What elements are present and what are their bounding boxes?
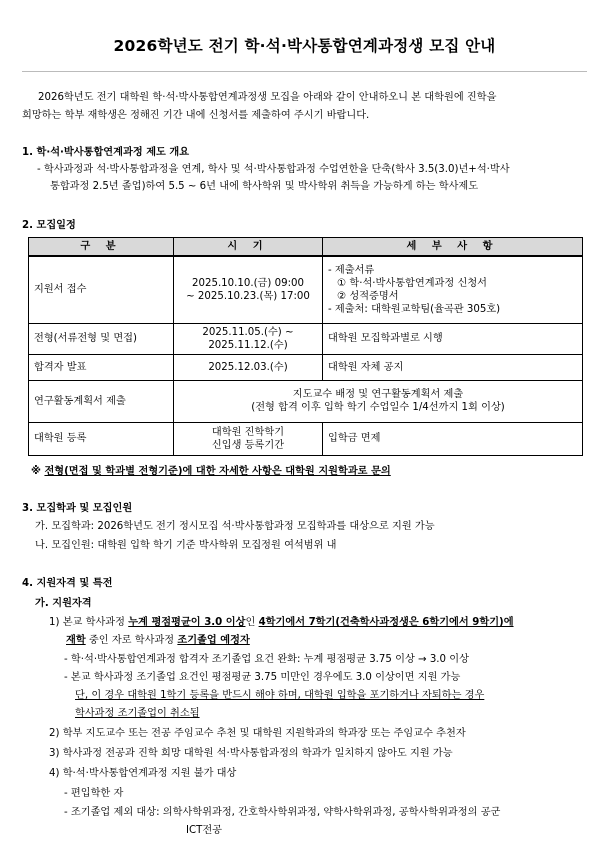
- period-line: 대학원 진학학기: [211, 426, 285, 438]
- table-row: [29, 422, 583, 455]
- title-divider: [22, 71, 587, 72]
- detail-line: ② 성적증명서: [337, 290, 399, 302]
- row-period: [174, 256, 323, 323]
- section-1-heading: 1. 학·석·박사통합연계과정 제도 개요: [22, 147, 190, 158]
- section-2-heading: 2. 모집일정: [22, 220, 76, 231]
- table-row: [29, 256, 583, 323]
- detail-line: - 제출처: 대학원교학팀(율곡관 305호): [328, 303, 501, 315]
- period-line: 2025.11.05.(수) ~: [202, 326, 294, 338]
- qualification-2: 2) 학부 지도교수 또는 전공 주임교수 추천 및 대학원 지원학과의 학과장 또는 주임교수 추천자: [49, 728, 466, 739]
- section-3-item-a: 가. 모집학과: 2026학년도 전기 정시모집 석·박사통합과정 모집학과를 대상으로 지원 가능: [35, 521, 435, 532]
- header-period: 시 기: [174, 238, 323, 257]
- detail-line: (전형 합격 이후 입학 학기 수업일수 1/4선까지 1회 이상): [251, 402, 505, 413]
- row-period: [174, 323, 323, 354]
- period-line: 2025.10.10.(금) 09:00: [192, 277, 304, 289]
- table-header-row: [29, 238, 583, 257]
- qualification-1-line-1: [49, 616, 514, 630]
- section-3-item-b: 나. 모집인원: 대학원 입학 학기 기준 박사학위 모집정원 여석범위 내: [35, 540, 337, 551]
- row-label: 전형(서류전형 및 면접): [29, 323, 174, 354]
- table-row: [29, 380, 583, 422]
- qualification-1-line-2: [66, 634, 250, 648]
- section-4-subheading: 가. 지원자격: [35, 598, 92, 609]
- row-label: 지원서 접수: [29, 256, 174, 323]
- section-1-line-1: - 학사과정과 석·박사통합과정을 연계, 학사 및 석·박사통합과정 수업연한을 단축(학사 3.5(3.0)년+석·박사: [37, 164, 510, 175]
- page-title: 2026학년도 전기 학·석·박사통합연계과정생 모집 안내: [113, 37, 496, 55]
- qualification-4: 4) 학·석·박사통합연계과정 지원 불가 대상: [49, 768, 237, 779]
- row-label: 대학원 등록: [29, 422, 174, 455]
- text-span: 중인 자로 학사과정: [85, 635, 178, 646]
- row-period: 2025.12.03.(수): [174, 354, 323, 380]
- qualification-1-bullet-1: - 학·석·박사통합연계과정 합격자 조기졸업 요건 완화: 누계 평점평균 3.75 이상 → 3.0 이상: [64, 654, 469, 665]
- intro-line-1: 2026학년도 전기 대학원 학·석·박사통합연계과정생 모집을 아래와 같이 안내하오니 본 대학원에 진학을: [38, 92, 497, 103]
- schedule-note: [31, 465, 391, 479]
- text-span: 인: [245, 617, 259, 628]
- header-category: 구 분: [29, 238, 174, 257]
- schedule-table: [28, 237, 583, 456]
- row-label: 연구활동계획서 제출: [29, 380, 174, 422]
- detail-line: - 제출서류: [328, 264, 375, 276]
- qualification-1-bullet-3: 단, 이 경우 대학원 1학기 등록을 반드시 해야 하며, 대학원 입학을 포기하거나 자퇴하는 경우: [75, 690, 485, 701]
- emphasis-gpa: 누계 평점평균이 3.0 이상: [128, 617, 246, 628]
- header-details: 세 부 사 항: [323, 238, 583, 257]
- emphasis-enrolled: 재학: [66, 635, 86, 646]
- qualification-1-bullet-2: - 본교 학사과정 조기졸업 요건인 평점평균 3.75 미만인 경우에도 3.0 이상이면 지원 가능: [64, 672, 461, 683]
- section-3-heading: 3. 모집학과 및 모집인원: [22, 503, 133, 514]
- qualification-4-bullet-2: - 조기졸업 제외 대상: 의학사학위과정, 간호학사학위과정, 약학사학위과정, 공학사학위과정의 공군: [64, 807, 501, 818]
- qualification-4-bullet-1: - 편입학한 자: [64, 788, 124, 799]
- detail-line: ① 학·석·박사통합연계과정 신청서: [337, 277, 488, 289]
- emphasis-semester: 4학기에서 7학기(건축학사과정생은 6학기에서 9학기)에: [258, 617, 514, 628]
- section-4-heading: 4. 지원자격 및 특전: [22, 578, 113, 589]
- row-label: 합격자 발표: [29, 354, 174, 380]
- period-line: 2025.11.12.(수): [208, 339, 288, 351]
- emphasis-early-graduation: 조기졸업 예정자: [177, 635, 250, 646]
- table-row: [29, 354, 583, 380]
- qualification-1-bullet-4: 학사과정 조기졸업이 취소됨: [75, 708, 200, 719]
- row-period: [174, 422, 323, 455]
- section-1-line-2: 통합과정 2.5년 졸업)하여 5.5 ~ 6년 내에 학사학위 및 박사학위 취득을 가능하게 하는 학사제도: [50, 181, 479, 192]
- period-line: ~ 2025.10.23.(목) 17:00: [186, 290, 310, 302]
- period-line: 신입생 등록기간: [211, 439, 285, 451]
- note-mark: ※: [31, 466, 41, 477]
- table-row: [29, 323, 583, 354]
- row-details: 입학금 면제: [323, 422, 583, 455]
- detail-line: 지도교수 배정 및 연구활동계획서 제출: [292, 389, 464, 400]
- text-span: 1) 본교 학사과정: [49, 617, 129, 628]
- qualification-4-bullet-2-cont: ICT전공: [186, 825, 223, 836]
- row-details: 대학원 자체 공지: [323, 354, 583, 380]
- qualification-3: 3) 학사과정 전공과 진학 희망 대학원 석·박사통합과정의 학과가 일치하지 않아도 지원 가능: [49, 748, 453, 759]
- row-details: 대학원 모집학과별로 시행: [323, 323, 583, 354]
- note-text: 전형(면접 및 학과별 전형기준)에 대한 자세한 사항은 대학원 지원학과로 문의: [44, 466, 391, 477]
- row-merged-details: [174, 380, 583, 422]
- row-details: [323, 256, 583, 323]
- intro-line-2: 희망하는 학부 재학생은 정해진 기간 내에 신청서를 제출하여 주시기 바랍니다.: [22, 110, 370, 121]
